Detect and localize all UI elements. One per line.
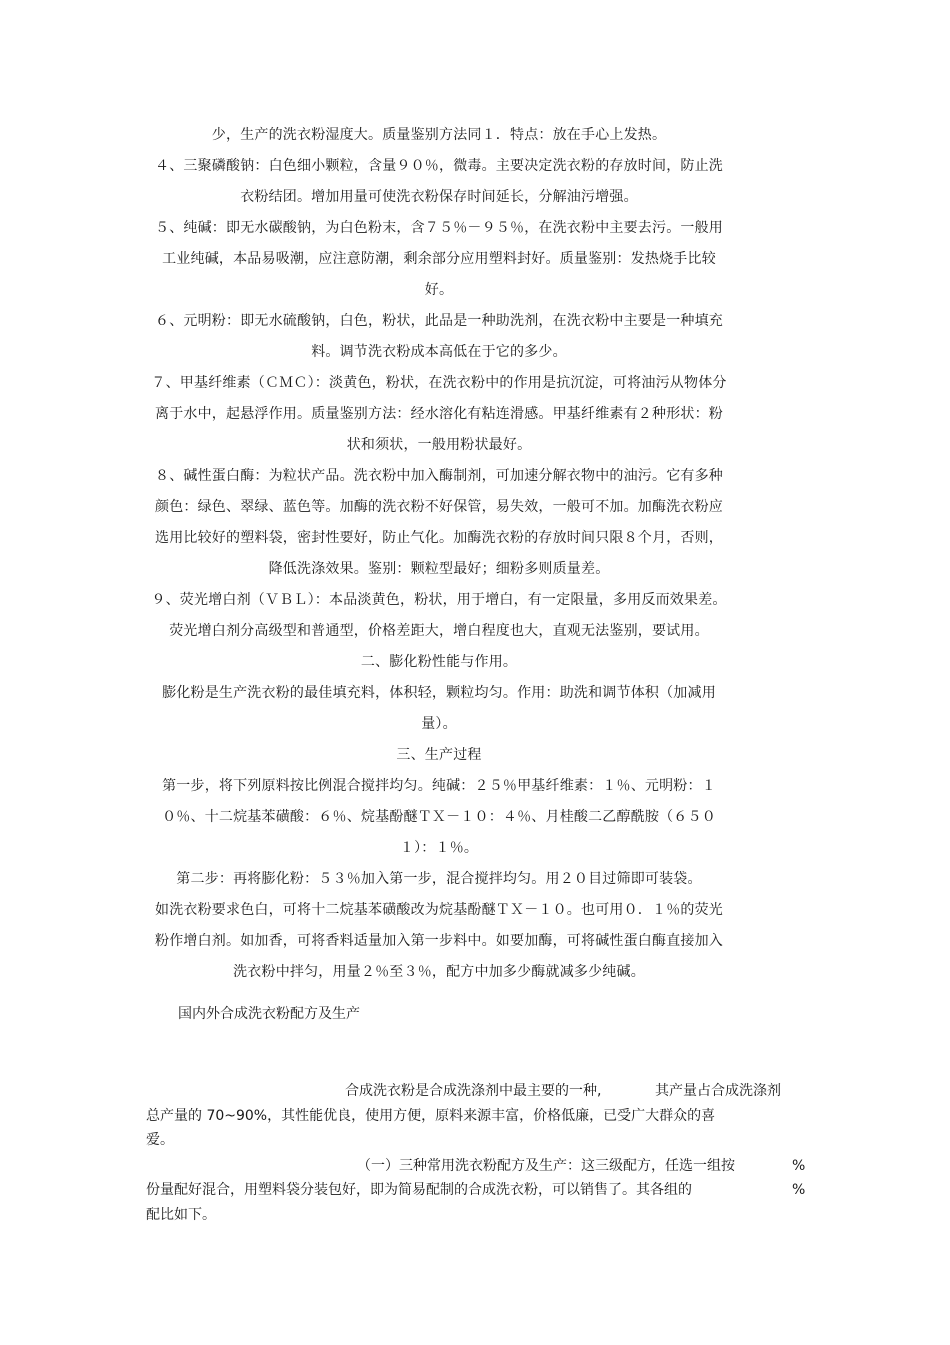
item-cmc: ７、甲基纤维素（ＣＭＣ）：淡黄色，粉状，在洗衣粉中的作用是抗沉淀，可将油污从物体分离于水中，起悬浮作用。质量鉴别方法：经水溶化有粘连滑感。甲基纤维素有２种形状：粉状和须状，一般用粉状最好。	[151, 375, 727, 453]
intro-line1-part2: 其产量占合成洗涤剂	[655, 1083, 781, 1099]
production-note: 如洗衣粉要求色白，可将十二烷基苯磺酸改为烷基酚醚ＴＸ－１０。也可用０．１％的荧光粉作增白剂。如加香，可将香料适量加入第一步料中。如要加酶，可将碱性蛋白酶直接加入洗衣粉中拌匀，用量２％至３％，配方中加多少酶就减多少纯碱。	[155, 902, 723, 980]
percent-sign-1: %	[792, 1158, 806, 1174]
production-step2: 第二步：再将膨化粉：５３％加入第一步，混合搅拌均匀。用２０目过筛即可装袋。	[176, 871, 702, 887]
section2-body: 膨化粉是生产洗衣粉的最佳填充料，体积轻，颗粒均匀。作用：助洗和调节体积（加减用量）。	[162, 685, 716, 732]
item-fluorescent-brightener: ９、荧光增白剂（ＶＢＬ）：本品淡黄色，粉状，用于增白，有一定限量，多用反而效果差。荧光增白剂分高级型和普通型，价格差距大，增白程度也大，直观无法鉴别，要试用。	[151, 592, 727, 639]
section3-title: 三、生产过程	[396, 747, 482, 763]
paragraph-continuation: 少，生产的洗衣粉湿度大。质量鉴别方法同１．特点：放在手心上发热。	[211, 127, 667, 143]
formula-intro-line1: （一）三种常用洗衣粉配方及生产：这三级配方，任选一组按	[357, 1158, 735, 1174]
formula-intro-line3: 配比如下。	[146, 1207, 216, 1223]
item-soda-ash: ５、纯碱：即无水碳酸钠，为白色粉末，含７５％－９５％，在洗衣粉中主要去污。一般用工业纯碱，本品易吸潮，应注意防潮，剩余部分应用塑料封好。质量鉴别：发热烧手比较好。	[155, 220, 723, 298]
intro-line1-part1: 合成洗衣粉是合成洗涤剂中最主要的一种,	[345, 1083, 602, 1099]
section-heading: 国内外合成洗衣粉配方及生产	[178, 1006, 360, 1022]
item-sodium-tripolyphosphate: ４、三聚磷酸钠：白色细小颗粒，含量９０％，微毒。主要决定洗衣粉的存放时间，防止洗衣粉结团。增加用量可使洗衣粉保存时间延长，分解油污增强。	[155, 158, 723, 205]
formula-intro-line2: 份量配好混合，用塑料袋分装包好，即为简易配制的合成洗衣粉，可以销售了。其各组的	[146, 1182, 692, 1198]
production-step1: 第一步，将下列原料按比例混合搅拌均匀。纯碱：２５％甲基纤维素：１％、元明粉：１０％、十二烷基苯磺酸：６％、烷基酚醚ＴＸ－１０：４％、月桂酸二乙醇酰胺（６５０１）：１％。	[162, 778, 716, 856]
intro-line2: 总产量的 70~90%，其性能优良，使用方便，原料来源丰富，价格低廉，已受广大群众的喜	[146, 1108, 716, 1124]
section2-title: 二、膨化粉性能与作用。	[360, 654, 518, 670]
item-sodium-sulfate: ６、元明粉：即无水硫酸钠，白色，粉状，此品是一种助洗剂，在洗衣粉中主要是一种填充料。调节洗衣粉成本高低在于它的多少。	[155, 313, 723, 360]
percent-sign-2: %	[792, 1182, 806, 1198]
item-alkaline-protease: ８、碱性蛋白酶：为粒状产品。洗衣粉中加入酶制剂，可加速分解衣物中的油污。它有多种颜色：绿色、翠绿、蓝色等。加酶的洗衣粉不好保管，易失效，一般可不加。加酶洗衣粉应选用比较好的塑料袋，密封性要好，防止气化。加酶洗衣粉的存放时间只限８个月，否则，降低洗涤效果。鉴别：颗粒型最好；细粉多则质量差。	[155, 468, 723, 577]
intro-line3: 爱。	[146, 1132, 174, 1148]
